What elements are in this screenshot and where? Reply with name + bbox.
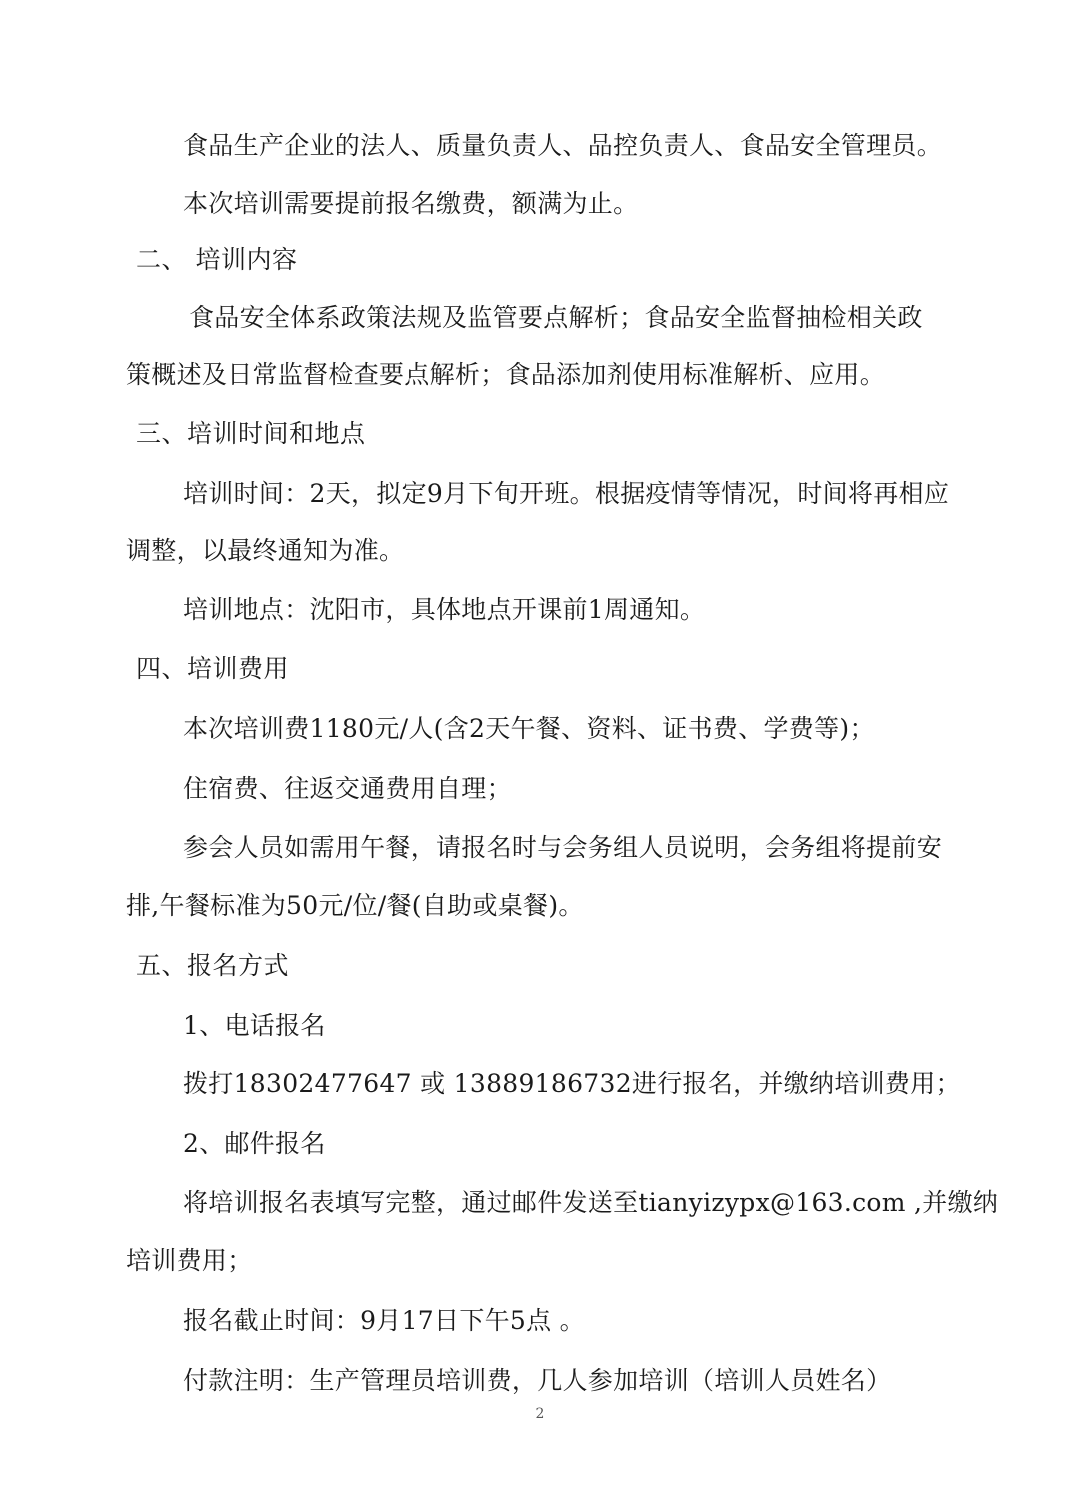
paragraph-registration-note: 本次培训需要提前报名缴费，额满为止。	[183, 189, 639, 218]
paragraph-training-time-line-2: 调整，以最终通知为准。	[126, 536, 405, 565]
paragraph-target-audience: 食品生产企业的法人、质量负责人、品控负责人、食品安全管理员。	[183, 131, 943, 160]
paragraph-content-line-2: 策概述及日常监督检查要点解析；食品添加剂使用标准解析、应用。	[126, 360, 886, 389]
paragraph-email-line-2: 培训费用；	[126, 1246, 253, 1275]
paragraph-lunch-line-2: 排,午餐标准为50元/位/餐(自助或桌餐)。	[126, 891, 584, 920]
section-heading-content: 二、 培训内容	[136, 245, 298, 274]
paragraph-phone-numbers: 拨打18302477647 或 13889186732进行报名，并缴纳培训费用；	[183, 1069, 961, 1098]
section-heading-fees: 四、培训费用	[136, 654, 290, 683]
section-heading-registration: 五、报名方式	[136, 951, 290, 980]
paragraph-email-line-1: 将培训报名表填写完整，通过邮件发送至tianyizypx@163.com ,并缴纳	[183, 1188, 999, 1217]
section-heading-time-place: 三、培训时间和地点	[136, 419, 366, 448]
paragraph-deadline: 报名截止时间：9月17日下午5点 。	[183, 1306, 585, 1335]
paragraph-payment-note: 付款注明：生产管理员培训费，几人参加培训（培训人员姓名）	[183, 1366, 892, 1395]
page-number: 2	[535, 1406, 545, 1422]
paragraph-lunch-line-1: 参会人员如需用午餐，请报名时与会务组人员说明，会务组将提前安	[183, 833, 943, 862]
subheading-phone-registration: 1、电话报名	[183, 1011, 326, 1040]
paragraph-accommodation: 住宿费、往返交通费用自理；	[183, 774, 512, 803]
paragraph-training-location: 培训地点：沈阳市，具体地点开课前1周通知。	[183, 595, 706, 624]
paragraph-fee-amount: 本次培训费1180元/人(含2天午餐、资料、证书费、学费等)；	[183, 714, 875, 743]
paragraph-content-line-1: 食品安全体系政策法规及监管要点解析；食品安全监督抽检相关政	[189, 303, 923, 332]
subheading-email-registration: 2、邮件报名	[183, 1129, 326, 1158]
paragraph-training-time-line-1: 培训时间：2天，拟定9月下旬开班。根据疫情等情况，时间将再相应	[183, 479, 950, 508]
